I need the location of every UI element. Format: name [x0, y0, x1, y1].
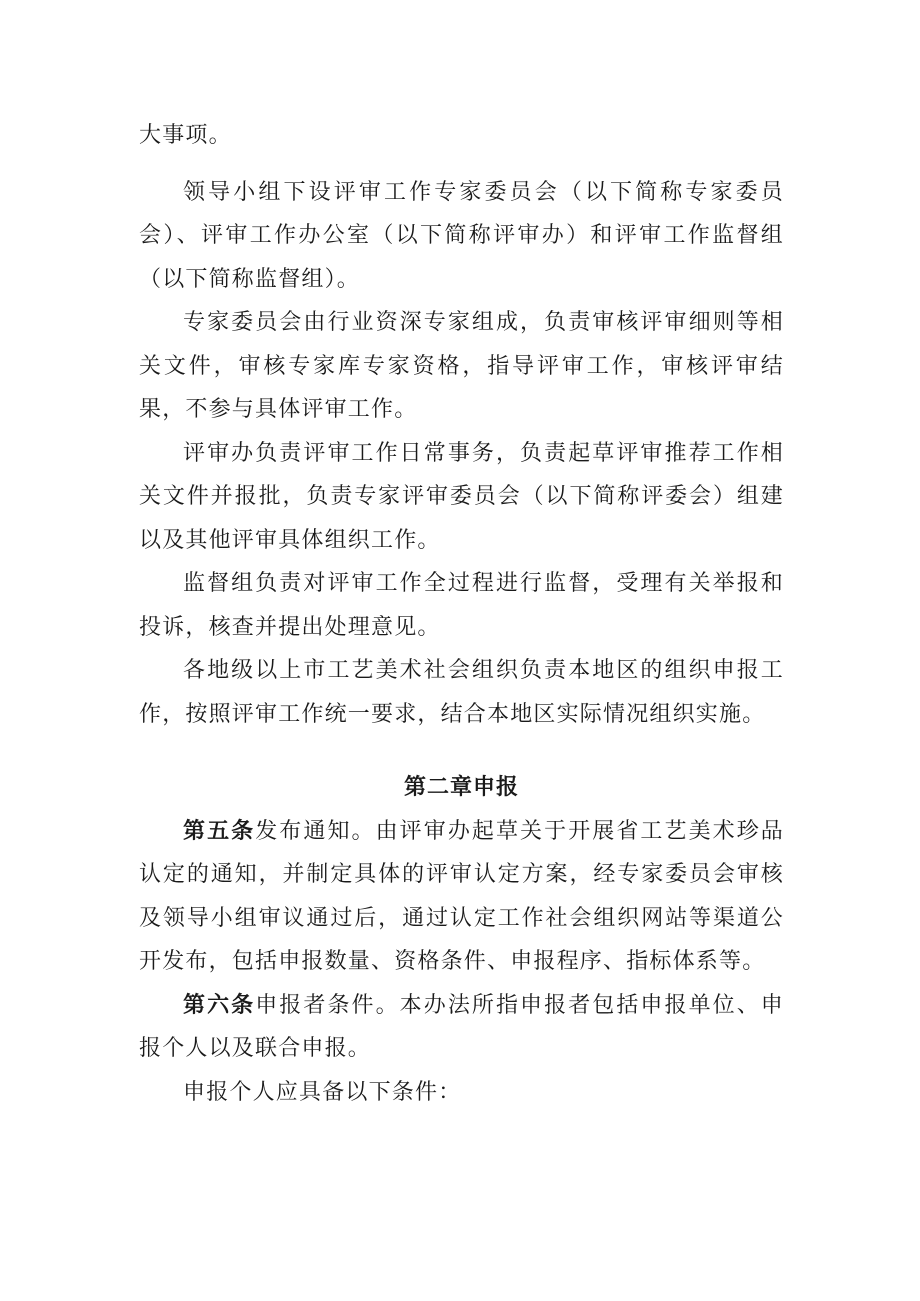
paragraph-review-office: 评审办负责评审工作日常事务，负责起草评审推荐工作相关文件并报批，负责专家评审委员会（以下简称评委会）组建以及其他评审具体组织工作。 [139, 440, 784, 553]
article-5-text: 发布通知。由评审办起草关于开展省工艺美术珍品认定的通知，并制定具体的评审认定方案，经专家委员会审核及领导小组审议通过后，通过认定工作社会组织网站等渠道公开发布，包括申报数量、资格条件、申报程序、指标体系等。 [139, 818, 784, 974]
paragraph-expert-committee: 专家委员会由行业资深专家组成，负责审核评审细则等相关文件，审核专家库专家资格，指导评审工作，审核评审结果，不参与具体评审工作。 [139, 310, 784, 422]
article-5 [139, 810, 784, 984]
paragraph-continuation: 大事项。 [139, 123, 232, 148]
article-6-text: 申报者条件。本办法所指申报者包括申报单位、申报个人以及联合申报。 [139, 992, 784, 1061]
paragraph-subgroups: 领导小组下设评审工作专家委员会（以下简称专家委员会）、评审工作办公室（以下简称评审办）和评审工作监督组（以下简称监督组）。 [139, 179, 784, 292]
article-6 [139, 984, 784, 1071]
article-5-label: 第五条 [183, 817, 256, 844]
article-6-label: 第六条 [183, 991, 256, 1018]
paragraph-local-organizations: 各地级以上市工艺美术社会组织负责本地区的组织申报工作，按照评审工作统一要求，结合本地区实际情况组织实施。 [139, 658, 784, 727]
chapter-title: 第二章申报 [403, 774, 519, 800]
document-body [139, 114, 784, 1114]
paragraph-supervision-group: 监督组负责对评审工作全过程进行监督，受理有关举报和投诉，核查并提出处理意见。 [139, 571, 784, 640]
paragraph-individual-conditions: 申报个人应具备以下条件： [183, 1079, 462, 1105]
